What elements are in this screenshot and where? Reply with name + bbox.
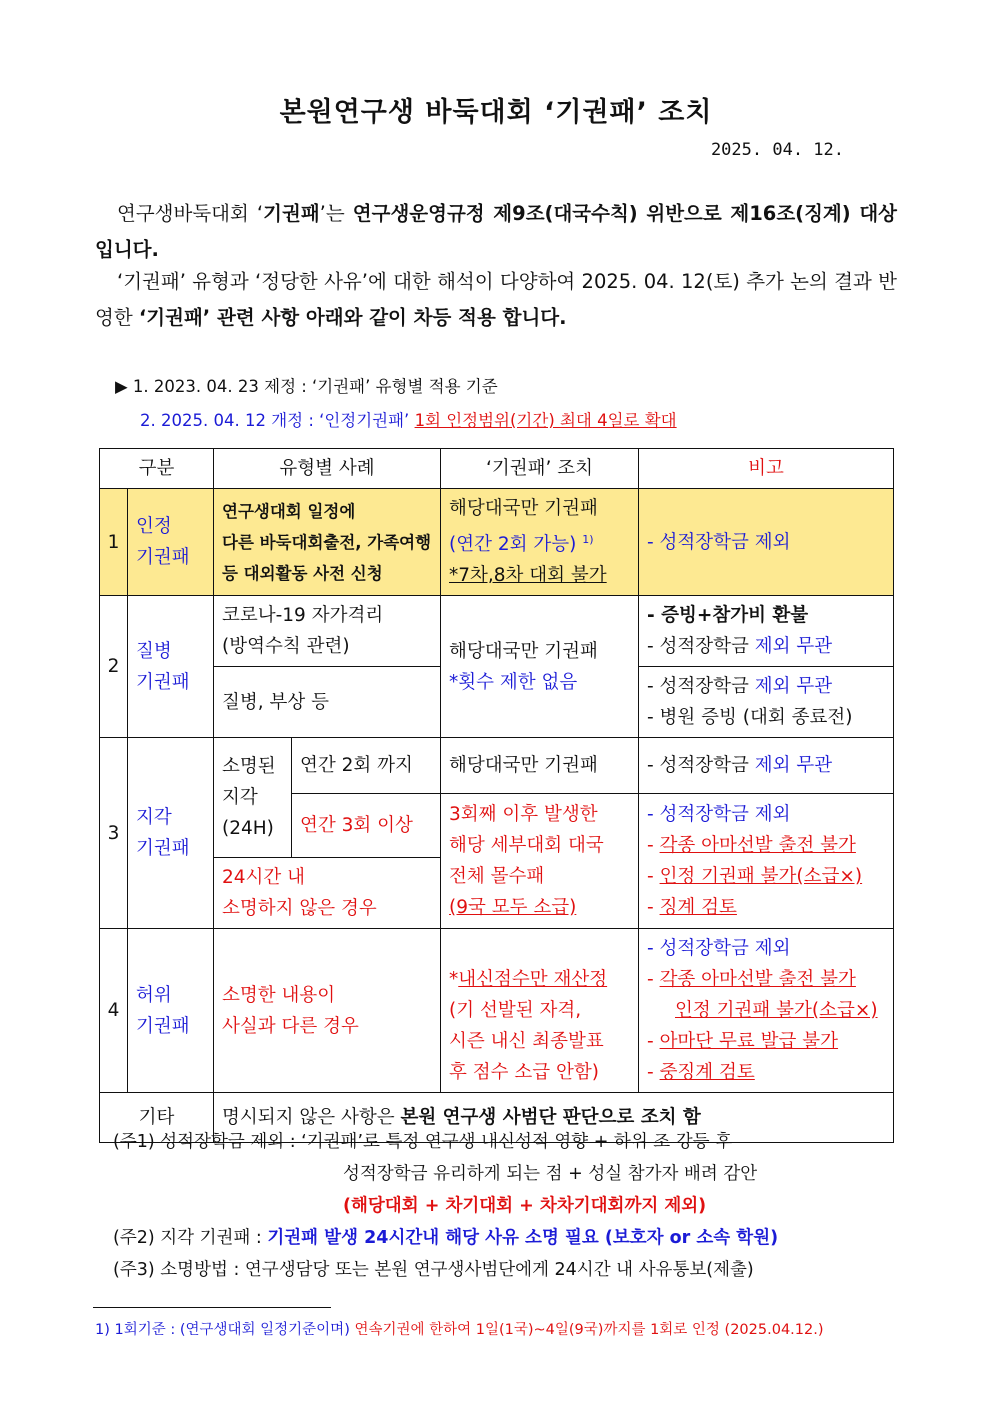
- row-action: 해당대국만 기권패 *횟수 제한 없음: [441, 596, 639, 738]
- row-case: 연구생대회 일정에 다른 바둑대회출전, 가족여행 등 대외활동 사전 신청: [214, 489, 441, 596]
- footnote-divider: [93, 1307, 331, 1308]
- row-case: 코로나-19 자가격리 (방역수칙 관련): [214, 596, 441, 667]
- footnote: 1) 1회기준 : (연구생대회 일정기준이며) 연속기권에 한하여 1일(1국)~4일(9국)까지를 1회로 인정 (2025.04.12.): [95, 1322, 824, 1338]
- row-action: 3회째 이후 발생한 해당 세부대회 대국 전체 몰수패 (9국 모두 소급): [441, 794, 639, 929]
- row-case: 연간 3회 이상: [292, 794, 441, 858]
- note-3: (주3) 소명방법 : 연구생담당 또는 본원 연구생사범단에게 24시간 내 사유통보(제출): [113, 1260, 754, 1280]
- row-case: 연간 2회 까지: [292, 738, 441, 794]
- etc-label: 기타: [100, 1093, 214, 1143]
- row-number: 3: [100, 738, 128, 929]
- row-case: 소명한 내용이 사실과 다른 경우: [214, 929, 441, 1093]
- header-category: 구분: [100, 449, 214, 489]
- table-row: [100, 738, 894, 794]
- table-header-row: [100, 449, 894, 489]
- row-remarks: - 성적장학금 제외 무관: [639, 738, 894, 794]
- row-case: 질병, 부상 등: [214, 667, 441, 738]
- document-title: 본원연구생 바둑대회 ‘기권패’ 조치: [279, 97, 713, 128]
- table-row: [100, 489, 894, 596]
- header-cases: 유형별 사례: [214, 449, 441, 489]
- header-remarks: 비고: [639, 449, 894, 489]
- note-2: (주2) 지각 기권패 : 기권패 발생 24시간내 해당 사유 소명 필요 (보호자 or 소속 학원): [113, 1228, 779, 1248]
- row-action: 해당대국만 기권패: [441, 738, 639, 794]
- intro-paragraph-2: ‘기권패’ 유형과 ‘정당한 사유’에 대한 해석이 다양하여 2025. 04. 12(토) 추가 논의 결과 반영한 ‘기권패’ 관련 사항 아래와 같이 차등 적용 합니다.: [95, 270, 897, 329]
- row-remarks: - 증빙+참가비 환불 - 성적장학금 제외 무관: [639, 596, 894, 667]
- header-action: ‘기권패’ 조치: [441, 449, 639, 489]
- intro-paragraph-1: 연구생바둑대회 ‘기권패’는 연구생운영규정 제9조(대국수칙) 위반으로 제16조(징계) 대상입니다.: [95, 202, 898, 261]
- document-date: 2025. 04. 12.: [710, 140, 844, 160]
- row-type-name: 허위 기권패: [128, 929, 214, 1093]
- row-number: 4: [100, 929, 128, 1093]
- table-row: [100, 929, 894, 1093]
- row-remarks: - 성적장학금 제외: [639, 489, 894, 596]
- reference-line-1: ▶ 1. 2023. 04. 23 제정 : ‘기권패’ 유형별 적용 기준: [115, 377, 498, 396]
- row-number: 2: [100, 596, 128, 738]
- note-1: (주1) 성적장학금 제외 : ‘기권패’로 특정 연구생 내신성적 영향 + 하위 조 강등 후 성적장학금 유리하게 되는 점 + 성실 참가자 배려 감안 (해당대회 + 차기대회 + 차차기대회까지 제외): [113, 1132, 758, 1216]
- reference-line-2: 2. 2025. 04. 12 개정 : ‘인정기권패’ 1회 인정범위(기간) 최대 4일로 확대: [140, 411, 677, 430]
- table-row: [100, 596, 894, 667]
- measures-table: [99, 448, 894, 1143]
- row-type-name: 지각 기권패: [128, 738, 214, 929]
- row-action: *내신점수만 재산정 (기 선발된 자격, 시즌 내신 최종발표 후 점수 소급 안함): [441, 929, 639, 1093]
- row-case: 24시간 내 소명하지 않은 경우: [214, 858, 441, 929]
- row-action: 해당대국만 기권패 (연간 2회 가능) $^{1)}$ *7차,8차 대회 불가: [441, 489, 639, 596]
- etc-text: 명시되지 않은 사항은 본원 연구생 사범단 판단으로 조치 함: [214, 1093, 894, 1143]
- row-sub-label: 소명된 지각 (24H): [214, 738, 292, 858]
- footnote-ref: 1): [582, 533, 594, 546]
- row-remarks: - 성적장학금 제외 - 각종 아마선발 출전 불가 인정 기권패 불가(소급×) - 아마단 무료 발급 불가 - 중징계 검토: [639, 929, 894, 1093]
- row-type-name: 질병 기권패: [128, 596, 214, 738]
- row-remarks: - 성적장학금 제외 - 각종 아마선발 출전 불가 - 인정 기권패 불가(소급×) - 징계 검토: [639, 794, 894, 929]
- row-number: 1: [100, 489, 128, 596]
- row-type-name: 인정 기권패: [128, 489, 214, 596]
- row-remarks: - 성적장학금 제외 무관 - 병원 증빙 (대회 종료전): [639, 667, 894, 738]
